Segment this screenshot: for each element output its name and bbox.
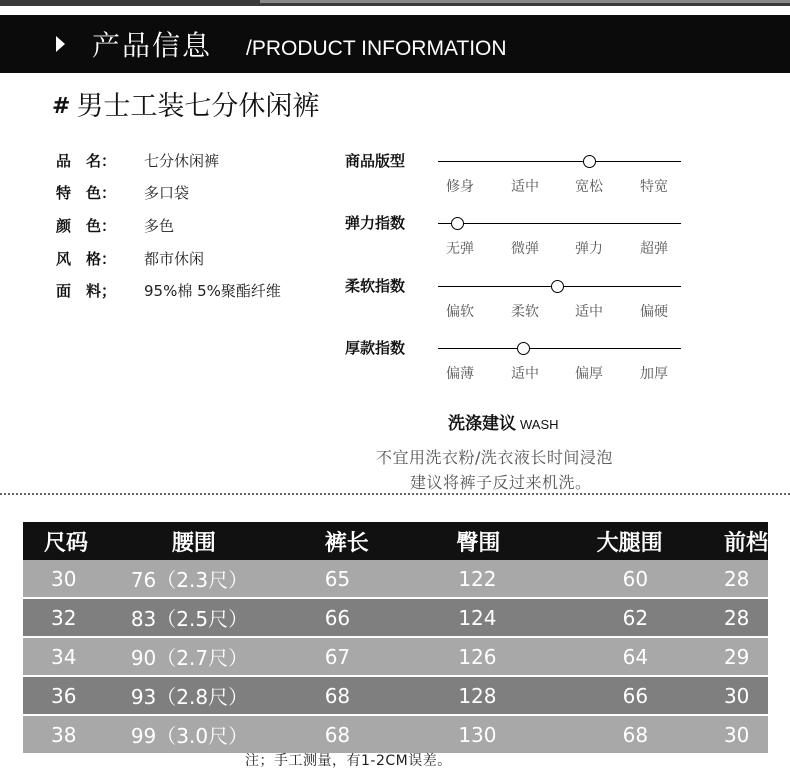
scale-elasticity bbox=[345, 212, 690, 272]
section-title: 产品信息 bbox=[92, 29, 213, 62]
arrow-right-icon bbox=[56, 36, 65, 52]
scale-option: 宽松 bbox=[575, 179, 603, 195]
scale-title: 弹力指数 bbox=[345, 214, 406, 232]
cell-front-rise: 29 bbox=[724, 638, 768, 675]
info-label: 面 料； bbox=[56, 282, 117, 300]
scale-fit bbox=[345, 150, 690, 210]
scale-line bbox=[438, 348, 681, 349]
cell-size: 30 bbox=[23, 560, 131, 597]
cell-waist: 83（2.5尺） bbox=[131, 599, 325, 636]
header-waist: 腰围 bbox=[131, 522, 325, 560]
header-length: 裤长 bbox=[325, 522, 454, 560]
cell-hip: 128 bbox=[453, 677, 596, 714]
cell-front-rise: 30 bbox=[724, 716, 768, 753]
scale-marker bbox=[583, 155, 596, 168]
table-row bbox=[23, 599, 768, 636]
cell-hip: 122 bbox=[453, 560, 596, 597]
wash-instruction-2: 建议将裤子反过来机洗。 bbox=[410, 473, 592, 492]
cell-length: 65 bbox=[325, 560, 454, 597]
scale-option: 适中 bbox=[511, 179, 539, 195]
size-table bbox=[23, 522, 768, 753]
scale-marker bbox=[517, 342, 530, 355]
scale-option: 适中 bbox=[511, 366, 539, 382]
scale-title: 厚款指数 bbox=[345, 339, 406, 357]
cell-waist: 93（2.8尺） bbox=[131, 677, 325, 714]
cell-length: 68 bbox=[325, 716, 454, 753]
cell-waist: 99（3.0尺） bbox=[131, 716, 325, 753]
cell-length: 66 bbox=[325, 599, 454, 636]
scale-option: 修身 bbox=[446, 179, 474, 195]
table-row bbox=[23, 560, 768, 597]
cell-length: 68 bbox=[325, 677, 454, 714]
wash-instruction-1: 不宜用洗衣粉/洗衣液长时间浸泡 bbox=[376, 448, 613, 467]
scale-option: 偏软 bbox=[446, 304, 474, 320]
cell-hip: 124 bbox=[453, 599, 596, 636]
cell-front-rise: 28 bbox=[724, 560, 768, 597]
top-strip bbox=[0, 0, 790, 6]
product-name bbox=[52, 84, 319, 123]
cell-size: 36 bbox=[23, 677, 131, 714]
measurement-note: 注；手工测量，有1-2CM误差。 bbox=[245, 753, 452, 769]
scale-option: 弹力 bbox=[575, 241, 603, 257]
table-row bbox=[23, 638, 768, 675]
hash-mark: # bbox=[52, 94, 71, 119]
cell-waist: 76（2.3尺） bbox=[131, 560, 325, 597]
cell-front-rise: 28 bbox=[724, 599, 768, 636]
scale-option: 无弹 bbox=[446, 241, 474, 257]
scale-option: 微弹 bbox=[511, 241, 539, 257]
wash-title-en: WASH bbox=[520, 417, 559, 432]
section-header bbox=[0, 15, 790, 73]
dotted-divider bbox=[0, 493, 790, 495]
scale-title: 商品版型 bbox=[345, 152, 406, 170]
cell-size: 34 bbox=[23, 638, 131, 675]
scale-line bbox=[438, 161, 681, 162]
header-front-rise: 前档 bbox=[724, 522, 768, 560]
scale-option: 特宽 bbox=[640, 179, 668, 195]
info-value: 都市休闲 bbox=[144, 250, 205, 268]
cell-front-rise: 30 bbox=[724, 677, 768, 714]
info-value: 七分休闲裤 bbox=[144, 152, 220, 170]
scale-line bbox=[438, 223, 681, 224]
wash-title-cn: 洗涤建议 bbox=[448, 414, 516, 434]
info-label: 品 名： bbox=[56, 152, 117, 170]
table-row bbox=[23, 677, 768, 714]
cell-size: 32 bbox=[23, 599, 131, 636]
cell-thigh: 62 bbox=[597, 599, 724, 636]
cell-length: 67 bbox=[325, 638, 454, 675]
size-table-header bbox=[23, 522, 768, 560]
scale-option: 超弹 bbox=[640, 241, 668, 257]
info-value: 95%棉 5%聚酯纤维 bbox=[144, 282, 281, 300]
cell-thigh: 60 bbox=[597, 560, 724, 597]
cell-thigh: 64 bbox=[597, 638, 724, 675]
scale-softness bbox=[345, 275, 690, 335]
header-hip: 臀围 bbox=[453, 522, 596, 560]
wash-title bbox=[448, 409, 559, 434]
scale-option: 偏薄 bbox=[446, 366, 474, 382]
cell-thigh: 68 bbox=[597, 716, 724, 753]
scale-thickness bbox=[345, 337, 690, 397]
scale-option: 偏硬 bbox=[640, 304, 668, 320]
cell-waist: 90（2.7尺） bbox=[131, 638, 325, 675]
info-label: 特 色： bbox=[56, 184, 117, 202]
product-name-text: 男士工装七分休闲裤 bbox=[76, 91, 320, 122]
cell-thigh: 66 bbox=[597, 677, 724, 714]
scale-option: 适中 bbox=[575, 304, 603, 320]
cell-size: 38 bbox=[23, 716, 131, 753]
top-strip-highlight bbox=[260, 0, 790, 3]
info-label: 颜 色： bbox=[56, 217, 117, 235]
info-label: 风 格： bbox=[56, 250, 117, 268]
cell-hip: 130 bbox=[453, 716, 596, 753]
table-row bbox=[23, 716, 768, 753]
section-subtitle: /PRODUCT INFORMATION bbox=[246, 37, 507, 60]
cell-hip: 126 bbox=[453, 638, 596, 675]
header-thigh: 大腿围 bbox=[597, 522, 724, 560]
scale-marker bbox=[451, 217, 464, 230]
scale-title: 柔软指数 bbox=[345, 277, 406, 295]
scale-marker bbox=[551, 280, 564, 293]
info-value: 多口袋 bbox=[144, 184, 190, 202]
info-value: 多色 bbox=[144, 217, 175, 235]
scale-option: 柔软 bbox=[511, 304, 539, 320]
scale-option: 偏厚 bbox=[575, 366, 603, 382]
header-size: 尺码 bbox=[23, 522, 131, 560]
scale-option: 加厚 bbox=[640, 366, 668, 382]
